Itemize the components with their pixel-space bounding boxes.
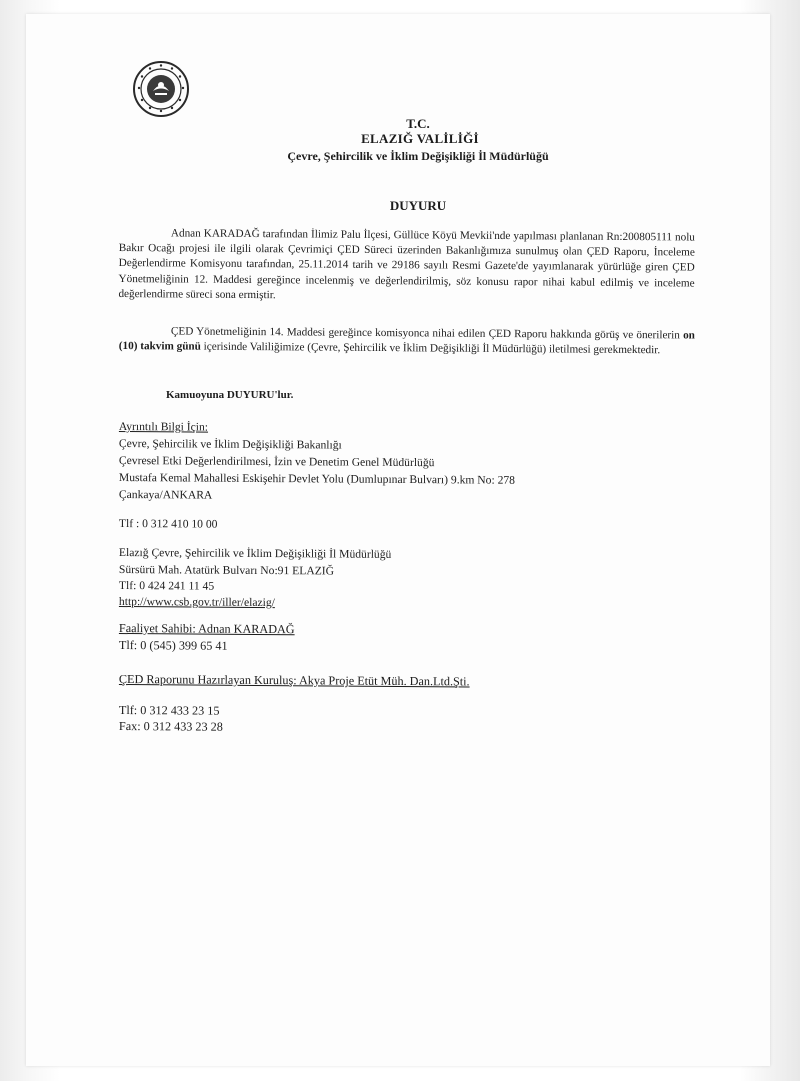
info-ministry: Çevre, Şehircilik ve İklim Değişikliği Bakanlığı [118,437,342,452]
header-valilik: ELAZIĞ VALİLİĞİ [361,131,479,146]
activity-owner: Faaliyet Sahibi: Adnan KARADAĞ [118,621,295,637]
header-tc: T.C. [406,116,430,131]
local-office-phone: Tlf: 0 424 241 11 45 [118,579,215,593]
announcement-paragraph-2 [119,324,695,359]
document-title: DUYURU [389,198,447,213]
paragraph-2-deadline: on (10) takvim günü [118,329,695,353]
local-office-address: Sürsürü Mah. Atatürk Bulvarı No:91 ELAZIĞ [118,563,335,578]
info-directorate: Çevresel Etki Değerlendirilmesi, İzin ve Denetim Genel Müdürlüğü [118,454,435,470]
report-preparer-fax: Fax: 0 312 433 23 28 [118,719,223,734]
report-preparer: ÇED Raporunu Hazırlayan Kuruluş: Akya Proje Etüt Müh. Dan.Ltd.Şti. [118,672,470,689]
activity-owner-phone: Tlf: 0 (545) 399 65 41 [118,638,228,653]
public-announcement-line: Kamuoyuna DUYURU'lur. [166,389,294,401]
info-city: Çankaya/ANKARA [118,488,213,502]
ministry-seal-icon [132,60,190,118]
document-page [26,14,770,1066]
paragraph-2-part-1: ÇED Yönetmeliğinin 14. Maddesi gereğince komisyonca nihai edilen ÇED Raporu hakkında görüş ve önerilerin [170,325,680,342]
info-address: Mustafa Kemal Mahallesi Eskişehir Devlet Yolu (Dumlupınar Bulvarı) 9.km No: 278 [118,471,516,487]
paragraph-2-part-2: içerisinde Valiliğimize (Çevre, Şehircilik ve İklim Değişikliği İl Müdürlüğü) iletilmesi gerekmektedir. [203,340,661,357]
local-office-website-link[interactable]: http://www.csb.gov.tr/iller/elazig/ [118,595,275,610]
local-office-name: Elazığ Çevre, Şehircilik ve İklim Değişikliği İl Müdürlüğü [118,546,392,561]
header-mudurluk: Çevre, Şehircilik ve İklim Değişikliği İl Müdürlüğü [287,149,549,163]
info-phone: Tlf : 0 312 410 10 00 [118,517,218,531]
info-heading: Ayrıntılı Bilgi İçin: [118,420,209,434]
announcement-paragraph-1: Adnan KARADAĞ tarafından İlimiz Palu İlçesi, Güllüce Köyü Mevkii'nde yapılması planlanan Rn:200805111 nolu Bakır Ocağı projesi ile ilgili olarak Çevrimiçi ÇED Süreci üzerinden Bakanlığımıza sunulmuş olan ÇED Raporu, İnceleme Değerlendirme Komisyonu tarafından, 25.11.2014 tarih ve 29186 sayılı Resmi Gazete'de yayımlanarak yürürlüğe giren ÇED Yönetmeliğinin 12. Maddesi gereğince incelenmiş ve değerlendirilmiş, söz konusu rapor nihai kabul edilmiş ve inceleme değerlendirme süreci sona ermiştir. [118,227,695,302]
report-preparer-phone: Tlf: 0 312 433 23 15 [118,703,220,718]
